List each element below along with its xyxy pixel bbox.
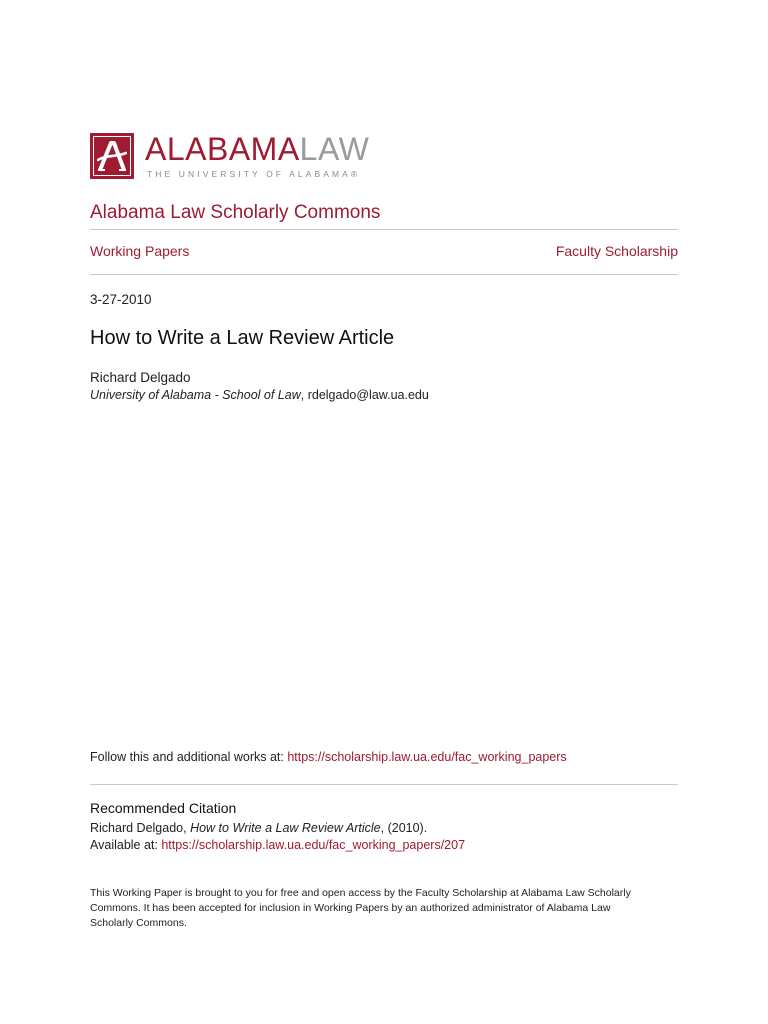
available-prefix: Available at: <box>90 838 162 852</box>
alabama-law-logo <box>90 133 370 183</box>
recommended-citation-heading: Recommended Citation <box>90 800 237 816</box>
citation-author: Richard Delgado, <box>90 821 191 835</box>
logo-word-law: LAW <box>299 131 370 167</box>
document-title: How to Write a Law Review Article <box>90 327 395 349</box>
logo-subtitle: THE UNIVERSITY OF ALABAMA® <box>147 169 361 179</box>
follow-line <box>90 750 567 764</box>
citation-text <box>90 821 427 835</box>
repository-title-link[interactable]: Alabama Law Scholarly Commons <box>90 202 381 223</box>
citation-title: How to Write a Law Review Article <box>190 821 381 835</box>
divider <box>90 274 678 275</box>
paper-url-link[interactable]: https://scholarship.law.ua.edu/fac_working_papers/207 <box>161 838 466 852</box>
logo-word-alabama: ALABAMA <box>145 131 300 167</box>
divider <box>90 229 678 230</box>
available-at-line <box>90 838 465 852</box>
access-statement: This Working Paper is brought to you for free and open access by the Faculty Scholarship at Alabama Law Scholarly Commons. It has been accepted for inclusion in Working Papers by an authorized administrator of Alabama Law Scholarly Commons. <box>90 887 631 929</box>
author-affiliation <box>90 388 429 402</box>
citation-year: , (2010). <box>380 821 428 835</box>
collection-url-link[interactable]: https://scholarship.law.ua.edu/fac_working_papers <box>287 750 567 764</box>
faculty-scholarship-link[interactable]: Faculty Scholarship <box>555 243 678 259</box>
affiliation-separator: , <box>300 388 308 402</box>
author-email: rdelgado@law.ua.edu <box>307 388 429 402</box>
logo-wordmark <box>145 131 369 167</box>
working-papers-link[interactable]: Working Papers <box>90 243 190 259</box>
publication-date: 3-27-2010 <box>90 292 152 307</box>
author-name: Richard Delgado <box>90 370 191 385</box>
follow-prefix: Follow this and additional works at: <box>90 750 288 764</box>
script-a-logo-icon <box>90 133 134 179</box>
divider <box>90 784 678 785</box>
affiliation-name: University of Alabama - School of Law <box>90 388 301 402</box>
